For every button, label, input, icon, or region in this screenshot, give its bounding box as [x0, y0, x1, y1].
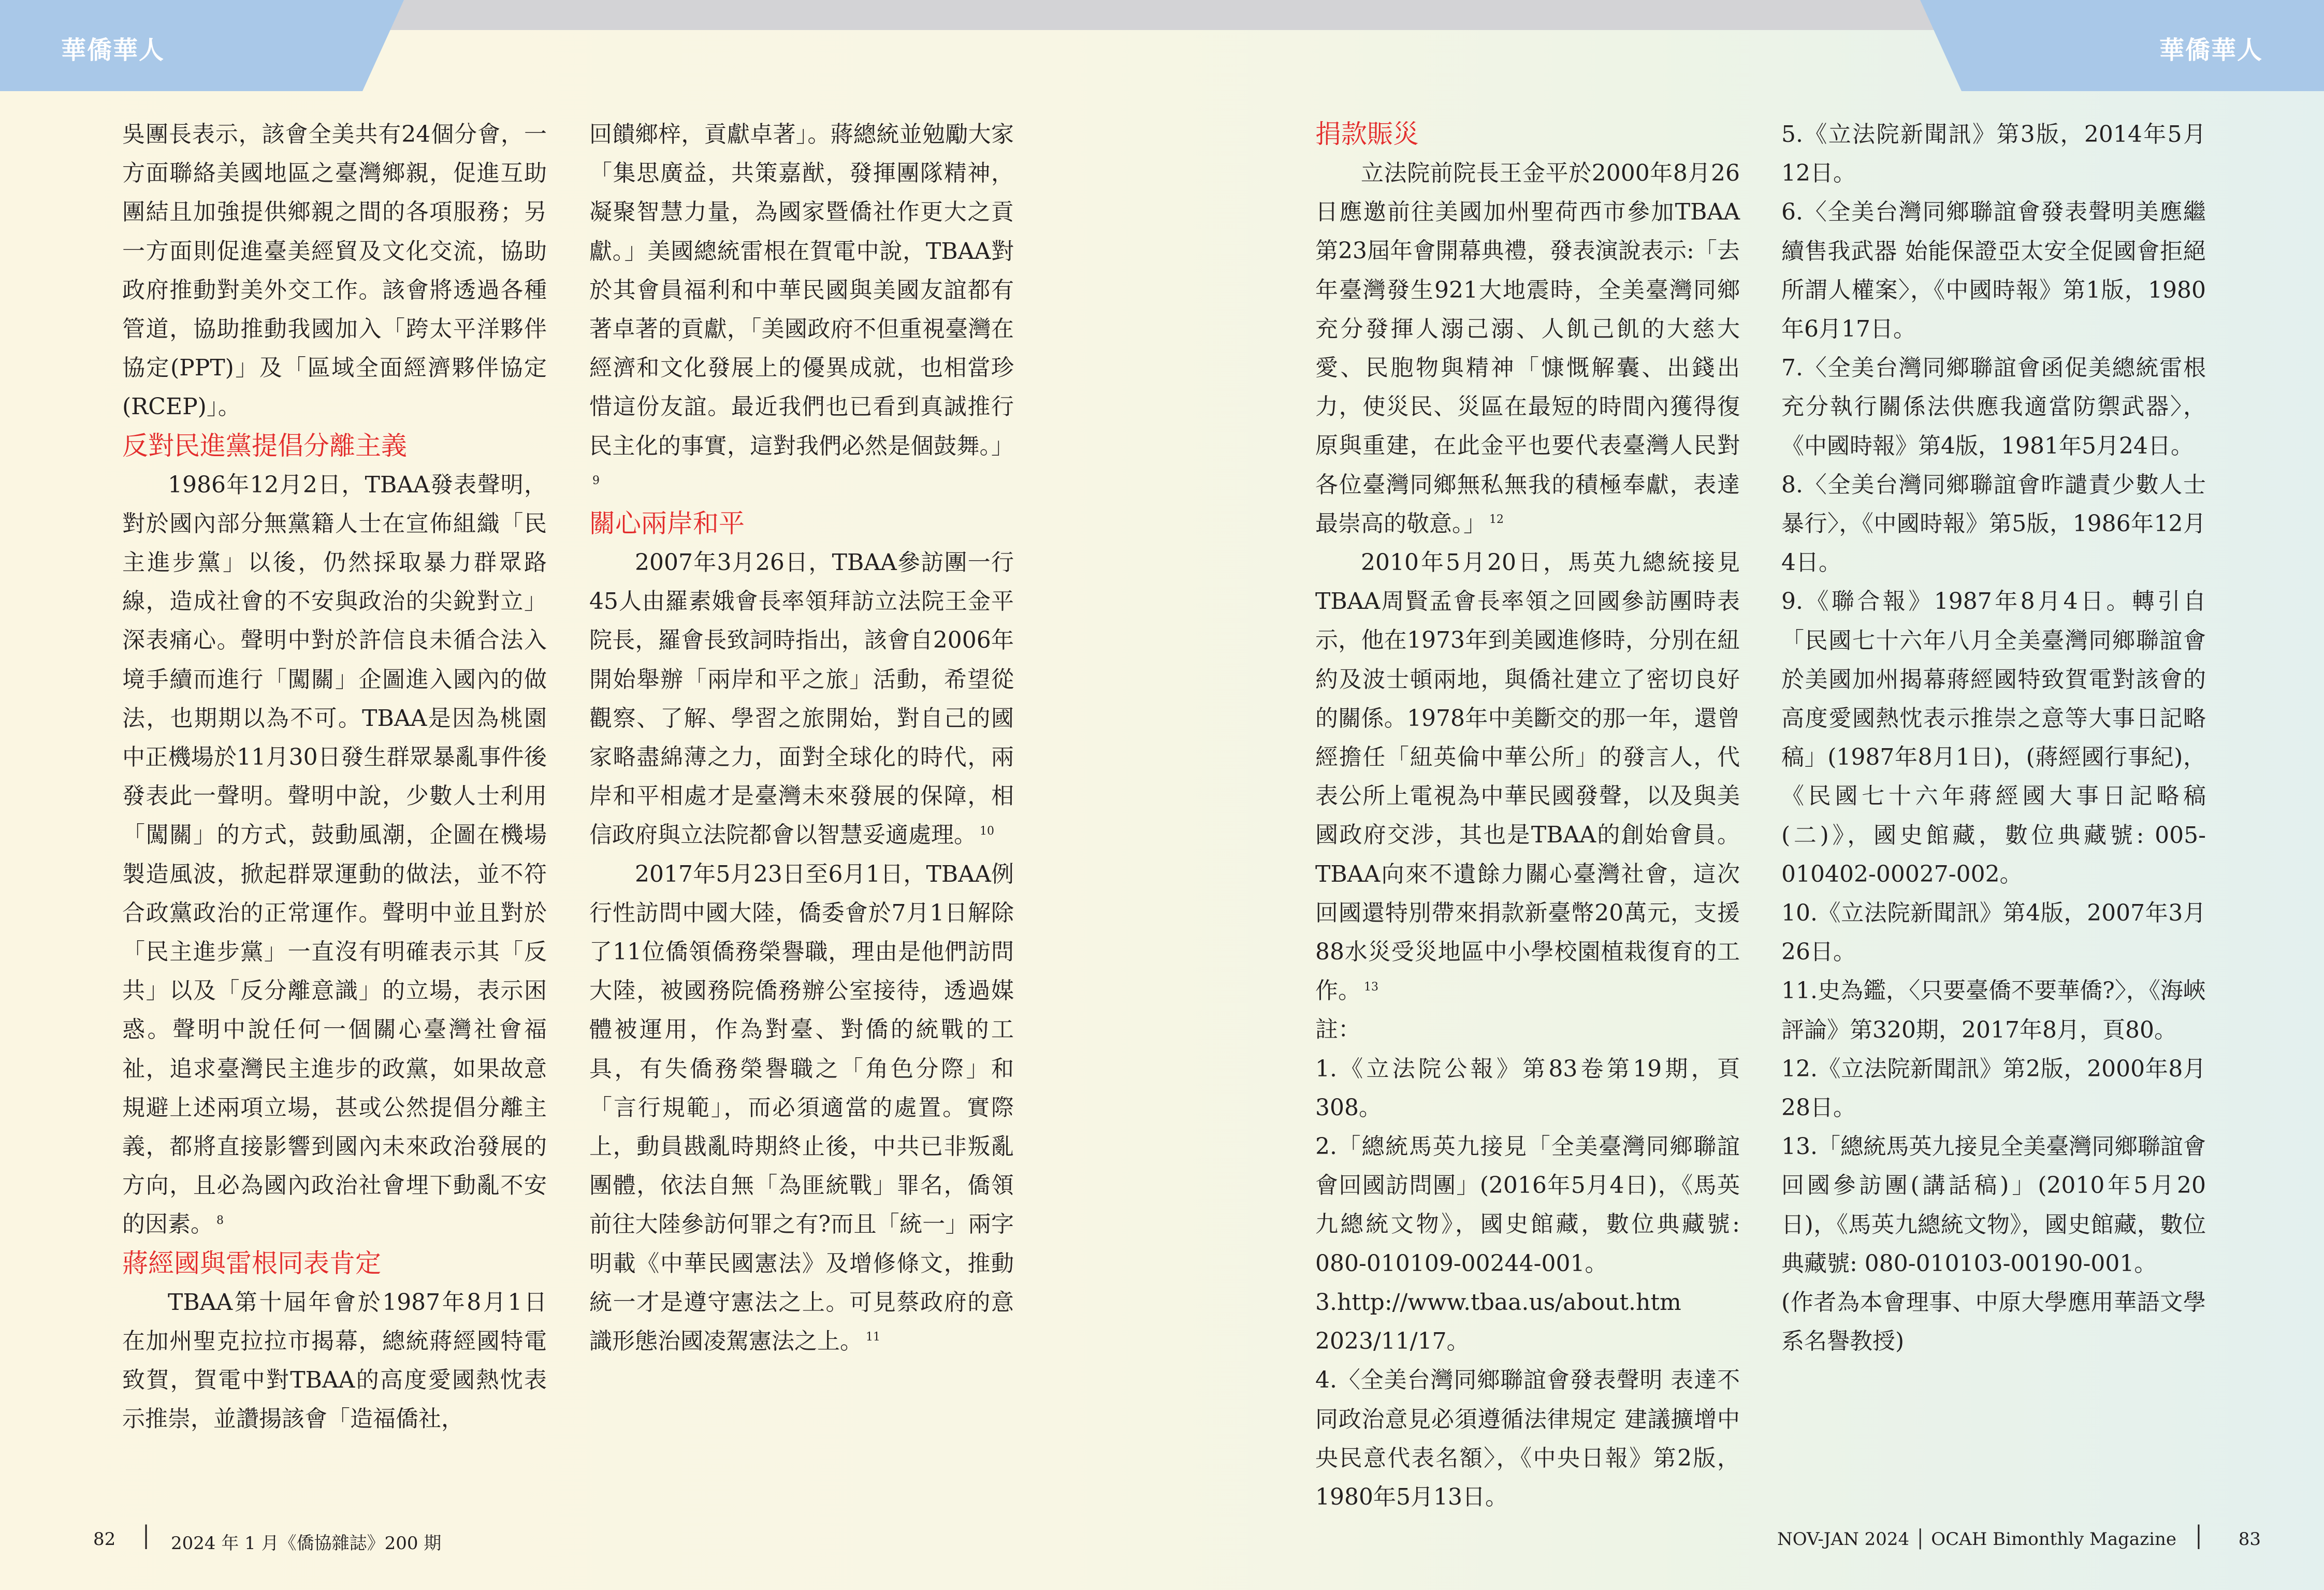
footer-separator-left: │	[140, 1525, 153, 1549]
body-paragraph	[122, 1283, 547, 1439]
footnote-item	[1315, 1361, 1740, 1516]
body-paragraph	[1315, 543, 1740, 1010]
section-heading-text: 反對民進黨提倡分離主義	[122, 430, 407, 461]
body-paragraph	[589, 543, 1014, 855]
text-column-4	[1781, 115, 2206, 1361]
footnote-ref: 11	[866, 1331, 880, 1344]
section-tab-right	[1920, 0, 2324, 91]
section-heading	[122, 1244, 547, 1283]
paragraph-text: 2010年5月20日，馬英九總統接見TBAA周賢孟會長率領之回國參訪團時表示，他在1973年到美國進修時，分別在紐約及波士頓兩地，與僑社建立了密切良好的關係。1978年中美斷交的那一年，還曾經擔任「紐英倫中華公所」的發言人，代表公所上電視為中華民國發聲，以及與美國政府交涉，其也是TBAA的創始會員。TBAA向來不遺餘力關心臺灣社會，這次回國還特別帶來捐款新臺幣20萬元，支援88水災受災地區中小學校園植栽復育的工作。	[1315, 549, 1740, 1004]
paragraph-text: 2017年5月23日至6月1日，TBAA例行性訪問中國大陸，僑委會於7月1日解除了11位僑領僑務榮譽職，理由是他們訪問大陸，被國務院僑務辦公室接待，透過媒體被運用，作為對臺、對僑的統戰的工具，有失僑務榮譽職之「角色分際」和「言行規範」，而必須適當的處置。實際上，動員戡亂時期終止後，中共已非叛亂團體，依法自無「為匪統戰」罪名，僑領前往大陸參訪何罪之有?而且「統一」兩字明載《中華民國憲法》及增修條文，推動統一才是遵守憲法之上。可見蔡政府的意識形態治國凌駕憲法之上。	[589, 860, 1014, 1355]
paragraph-text: 回饋鄉梓，貢獻卓著」。蔣總統並勉勵大家「集思廣益，共策嘉猷，發揮團隊精神，凝聚智慧力量，為國家暨僑社作更大之貢獻。」美國總統雷根在賀電中說，TBAA對於其會員福利和中華民國與美國友誼都有著卓著的貢獻，「美國政府不但重視臺灣在經濟和文化發展上的優異成就，也相當珍惜這份友誼。最近我們也已看到真誠推行民主化的事實，這對我們必然是個鼓舞。」	[589, 121, 1014, 459]
body-paragraph	[122, 115, 547, 427]
footnote-item	[1315, 1283, 1740, 1361]
magazine-info: NOV-JAN 2024 │ OCAH Bimonthly Magazine	[1777, 1529, 2176, 1550]
footnote-text: 5.《立法院新聞訊》第3版，2014年5月12日。	[1781, 121, 2206, 187]
footnote-item	[1781, 465, 2206, 582]
footnote-text: 9.《聯合報》1987年8月4日。轉引自「民國七十六年八月全美臺灣同鄉聯誼會於美國加州揭幕蔣經國特致賀電對該會的高度愛國熱忱表示推崇之意等大事日記略稿」(1987年8月1日)，(蔣經國行事紀)，《民國七十六年蔣經國大事日記略稿(二)》，國史館藏，數位典藏號: 005-010402-00027-002。	[1781, 588, 2206, 887]
paragraph-text: 2007年3月26日，TBAA參訪團一行45人由羅素娥會長率領拜訪立法院王金平院長，羅會長致詞時指出，該會自2006年開始舉辦「兩岸和平之旅」活動，希望從觀察、了解、學習之旅開始，對自己的國家略盡綿薄之力，面對全球化的時代，兩岸和平相處才是臺灣未來發展的保障，相信政府與立法院都會以智慧妥適處理。	[589, 549, 1014, 849]
footnote-text: 13.「總統馬英九接見全美臺灣同鄉聯誼會回國參訪團(講話稿)」(2010年5月20日)，《馬英九總統文物》，國史館藏，數位典藏號: 080-010103-00190-001。	[1781, 1133, 2206, 1277]
footnote-item	[1781, 971, 2206, 1049]
footnote-item	[1781, 894, 2206, 971]
footnote-ref: 10	[980, 824, 994, 838]
footnote-item	[1781, 115, 2206, 193]
paragraph-text: 立法院前院長王金平於2000年8月26日應邀前往美國加州聖荷西市參加TBAA第23屆年會開幕典禮，發表演說表示:「去年臺灣發生921大地震時，全美臺灣同鄉充分發揮人溺己溺、人飢己飢的大慈大愛、民胞物與精神「慷慨解囊、出錢出力，使災民、災區在最短的時間內獲得復原與重建，在此金平也要代表臺灣人民對各位臺灣同鄉無私無我的積極奉獻，表達最崇高的敬意。」	[1315, 160, 1740, 537]
page-number-left: 82	[93, 1529, 116, 1550]
paragraph-text: 1986年12月2日，TBAA發表聲明，對於國內部分無黨籍人士在宣佈組織「民主進步黨」以後，仍然採取暴力群眾路線，造成社會的不安與政治的尖銳對立」深表痛心。聲明中對於許信良未循合法入境手續而進行「闖關」企圖進入國內的做法，也期期以為不可。TBAA是因為桃園中正機場於11月30日發生群眾暴亂事件後發表此一聲明。聲明中說，少數人士利用「闖關」的方式，鼓動風潮，企圖在機場製造風波，掀起群眾運動的做法，並不符合政黨政治的正常運作。聲明中並且對於「民主進步黨」一直沒有明確表示其「反共」以及「反分離意識」的立場，表示困惑。聲明中說任何一個關心臺灣社會福祉，追求臺灣民主進步的政黨，如果故意規避上述兩項立場，甚或公然提倡分離主義，都將直接影響到國內未來政治發展的方向，且必為國內政治社會埋下動亂不安的因素。	[122, 471, 547, 1238]
footnote-ref: 13	[1364, 980, 1378, 994]
paragraph-text: TBAA第十屆年會於1987年8月1日在加州聖克拉拉市揭幕，總統蔣經國特電致賀，賀電中對TBAA的高度愛國熱忱表示推崇，並讚揚該會「造福僑社，	[122, 1289, 547, 1433]
section-heading-text: 關心兩岸和平	[589, 508, 745, 539]
footnote-ref: 8	[216, 1214, 224, 1227]
footer-separator-right: │	[2192, 1525, 2205, 1549]
footnote-text: (作者為本會理事、中原大學應用華語文學系名譽教授)	[1781, 1289, 2206, 1355]
footnote-item	[1781, 348, 2206, 465]
body-paragraph	[589, 115, 1014, 504]
paragraph-text: 吳團長表示，該會全美共有24個分會，一方面聯絡美國地區之臺灣鄉親，促進互助團結且加強提供鄉親之間的各項服務；另一方面則促進臺美經貿及文化交流，協助政府推動對美外交工作。該會將透過各種管道，協助推動我國加入「跨太平洋夥伴協定(PPT)」及「區域全面經濟夥伴協定(RCEP)」。	[122, 121, 547, 420]
body-paragraph	[1315, 154, 1740, 543]
footnote-text: 8.〈全美台灣同鄉聯誼會昨譴責少數人士暴行〉，《中國時報》第5版，1986年12月4日。	[1781, 471, 2206, 576]
section-heading-text: 蔣經國與雷根同表肯定	[122, 1248, 381, 1278]
text-column-3	[1315, 115, 1740, 1516]
footnote-item	[1315, 1049, 1740, 1127]
body-paragraph	[122, 465, 547, 1244]
footnote-item	[1781, 1283, 2206, 1361]
footnote-ref: 12	[1489, 513, 1504, 527]
body-paragraph	[589, 855, 1014, 1361]
footnote-text: 3.http://www.tbaa.us/about.htm 2023/11/17。	[1315, 1289, 1681, 1355]
footnote-text: 12.《立法院新聞訊》第2版，2000年8月28日。	[1781, 1055, 2206, 1121]
section-tab-left	[0, 0, 404, 91]
footnote-text: 1.《立法院公報》第83卷第19期，頁308。	[1315, 1055, 1740, 1121]
footnote-item	[1781, 1127, 2206, 1283]
footnote-text: 7.〈全美台灣同鄉聯誼會函促美總統雷根 充分執行關係法供應我適當防禦武器〉，《中國時報》第4版，1981年5月24日。	[1781, 355, 2206, 459]
footnote-text: 6.〈全美台灣同鄉聯誼會發表聲明美應繼續售我武器 始能保證亞太安全促國會拒絕所謂人權案〉，《中國時報》第1版，1980年6月17日。	[1781, 199, 2206, 343]
footnote-item	[1781, 582, 2206, 894]
footnote-item	[1781, 1049, 2206, 1127]
footnote-text: 11.史為鑑，〈只要臺僑不要華僑?〉，《海峽評論》第320期，2017年8月，頁80。	[1781, 978, 2206, 1043]
text-column-1	[122, 115, 547, 1439]
footnote-item	[1315, 1127, 1740, 1283]
footnote-ref: 9	[592, 474, 600, 488]
section-heading	[589, 504, 1014, 543]
footnote-text: 2.「總統馬英九接見「全美臺灣同鄉聯誼會回國訪問團」(2016年5月4日)，《馬英九總統文物》，國史館藏，數位典藏號: 080-010109-00244-001。	[1315, 1133, 1740, 1277]
section-heading-text: 捐款賑災	[1315, 119, 1419, 149]
page-number-right: 83	[2238, 1529, 2261, 1550]
footnote-item	[1315, 1010, 1740, 1049]
section-heading	[1315, 115, 1740, 154]
footnote-text: 10.《立法院新聞訊》第4版，2007年3月26日。	[1781, 900, 2206, 966]
text-column-2	[589, 115, 1014, 1361]
footnote-item	[1781, 193, 2206, 348]
section-heading	[122, 427, 547, 465]
issue-info: 2024 年 1 月《僑協雜誌》200 期	[171, 1533, 442, 1554]
footnote-text: 註：	[1315, 1016, 1361, 1043]
footnote-text: 4.〈全美台灣同鄉聯誼會發表聲明 表達不同政治意見必須遵循法律規定 建議擴增中央民意代表名額〉，《中央日報》第2版，1980年5月13日。	[1315, 1367, 1740, 1510]
section-label-left: 華僑華人	[61, 36, 165, 65]
section-label-right: 華僑華人	[2159, 36, 2263, 65]
